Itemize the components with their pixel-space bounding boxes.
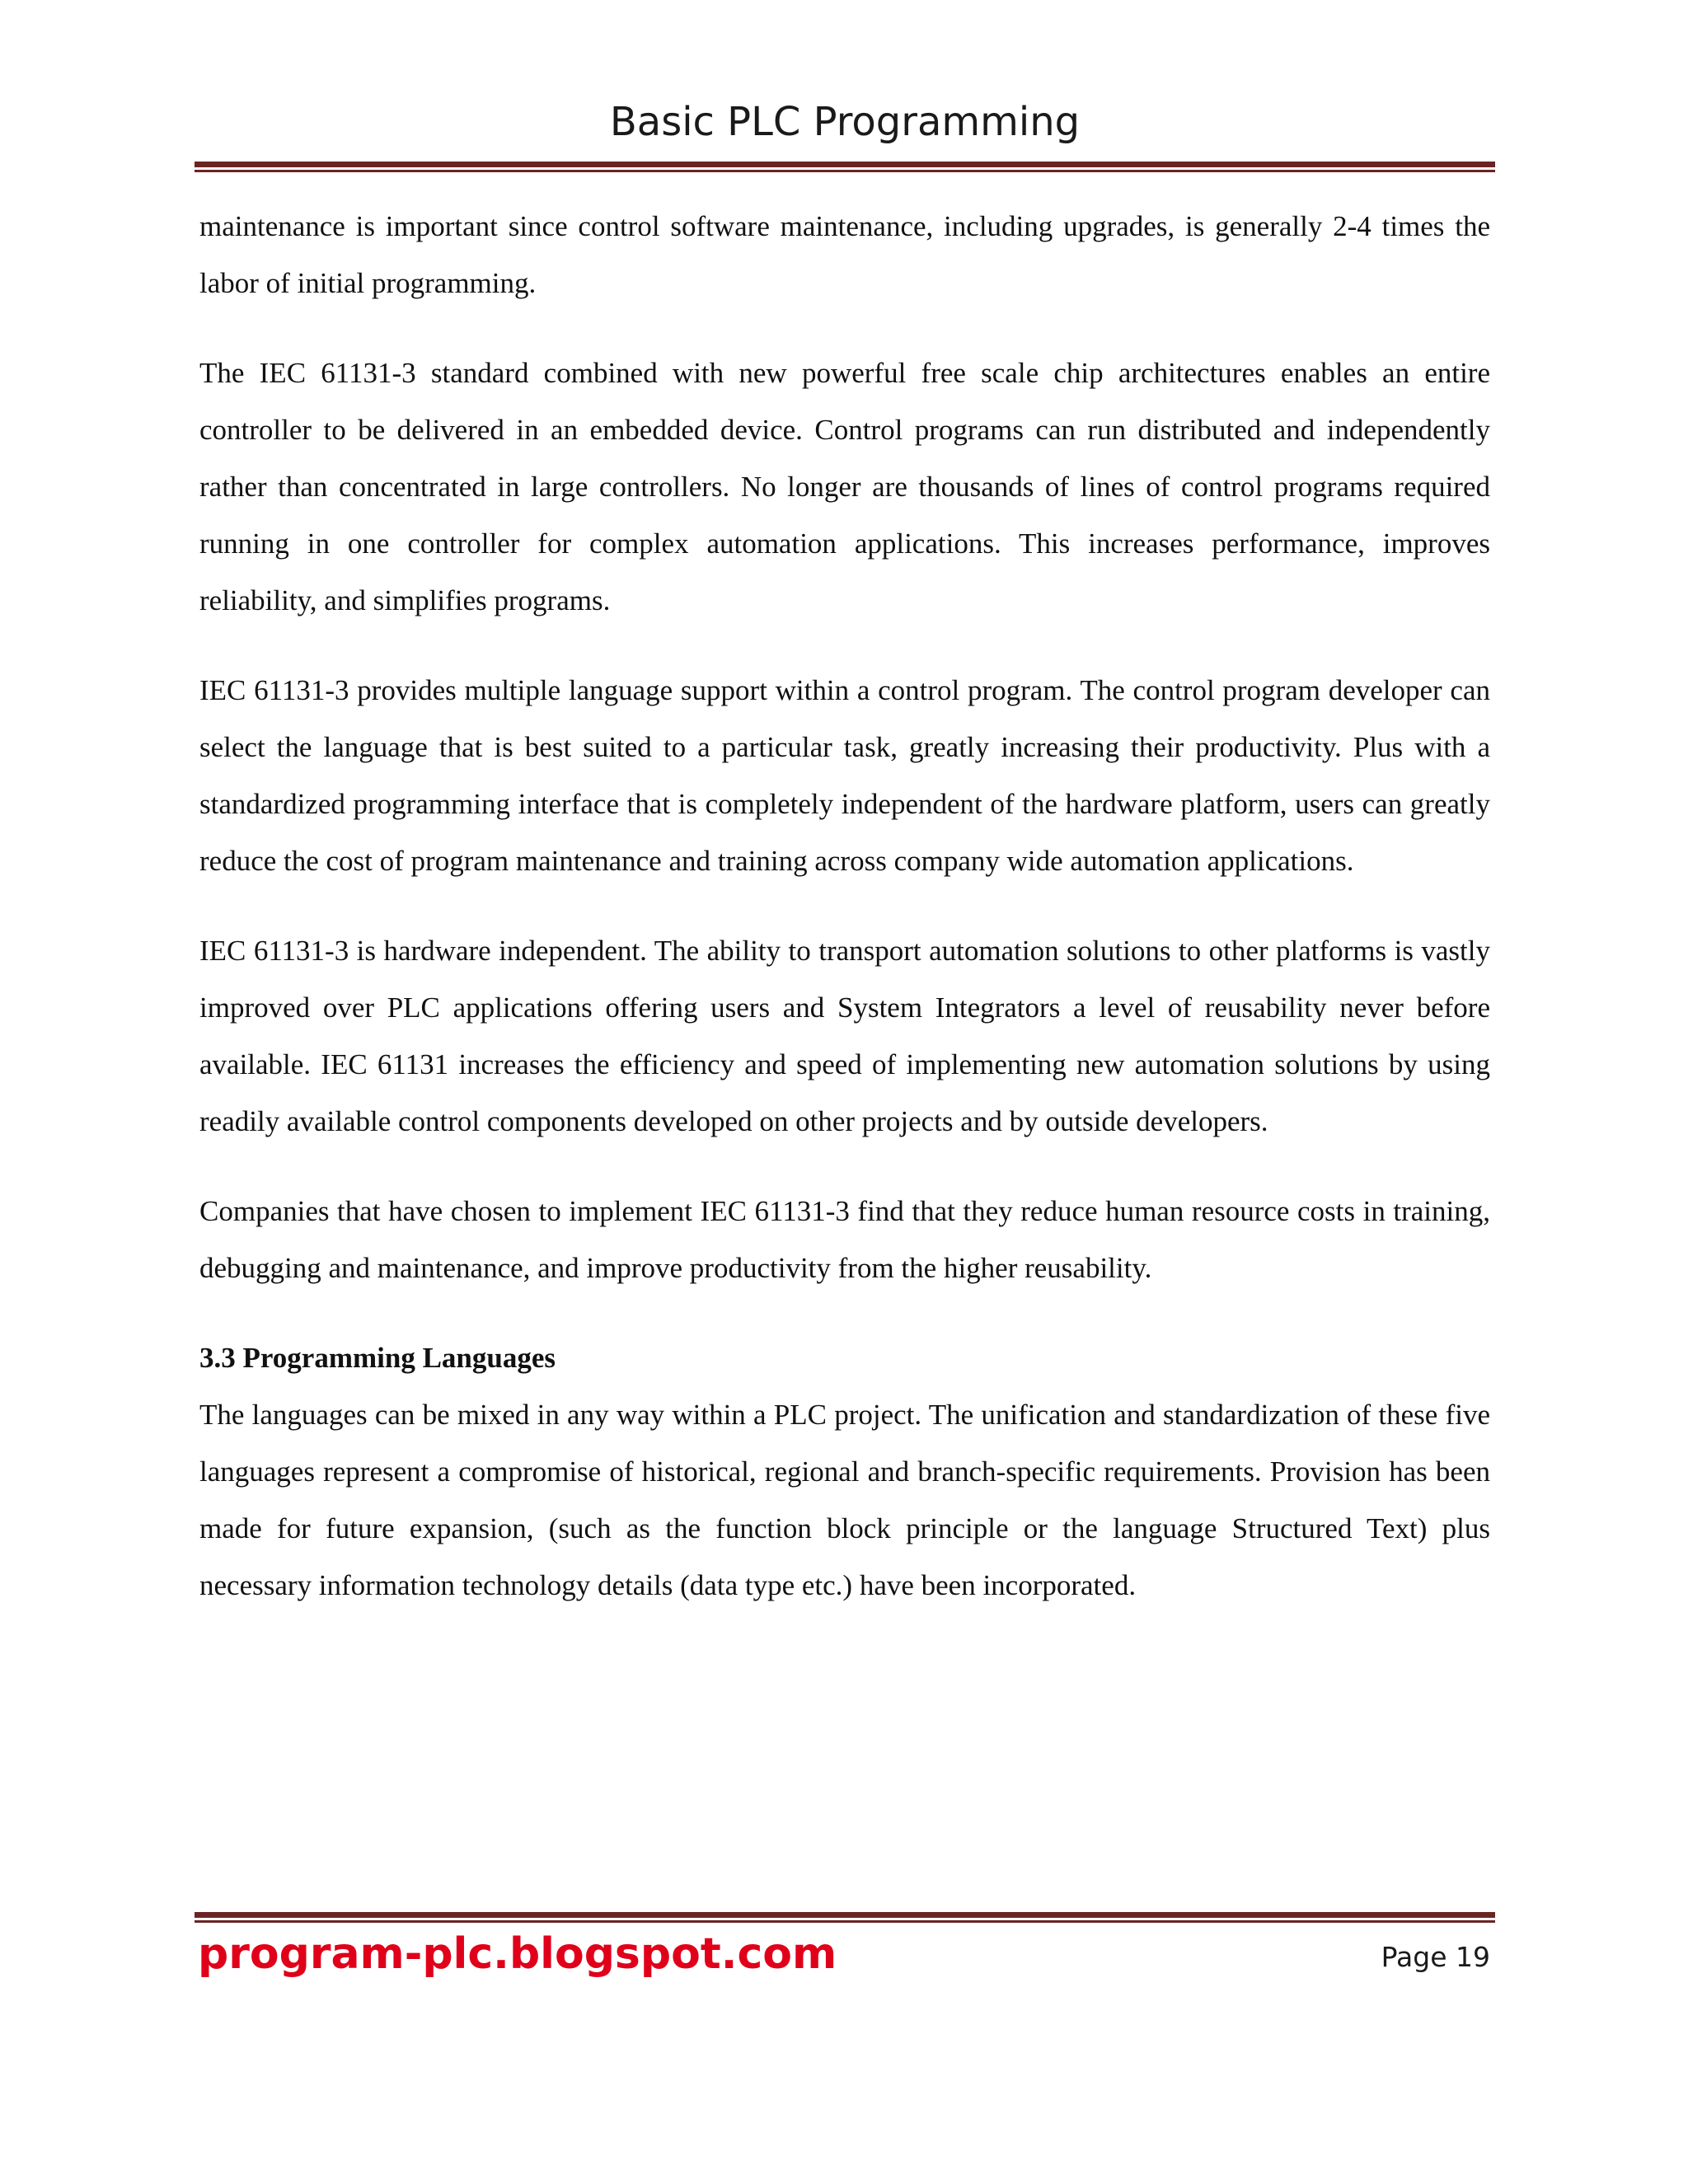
paragraph-maintenance: maintenance is important since control software maintenance, including upgrades, is generally 2-4 times the labor of initial programming. [199, 210, 1490, 299]
footer-divider-thin [195, 1920, 1495, 1923]
section-heading: 3.3 Programming Languages [199, 1342, 556, 1374]
paragraph-companies: Companies that have chosen to implement IEC 61131-3 find that they reduce human resource costs in training, debugging and maintenance, and improve productivity from the higher reusability. [199, 1195, 1490, 1284]
footer-site-link[interactable]: program-plc.blogspot.com [198, 1929, 837, 1979]
paragraph-iec-standard: The IEC 61131-3 standard combined with new powerful free scale chip architectures enables an entire controller to be delivered in an embedded device. Control programs can run distributed and independently rather than concentrated in large controllers. No longer are thousands of lines of control programs required running in one controller for complex automation applications. This increases performance, improves reliability, and simplifies programs. [199, 357, 1490, 616]
header-divider-thick [195, 162, 1495, 167]
header-divider-thin [195, 170, 1495, 172]
paragraph-language-support: IEC 61131-3 provides multiple language support within a control program. The control program developer can select the language that is best suited to a particular task, greatly increasing their productivity. Plus with a standardized programming interface that is completely independent of the hardware platform, users can greatly reduce the cost of program maintenance and training across company wide automation applications. [199, 674, 1490, 877]
paragraph-programming-languages: The languages can be mixed in any way within a PLC project. The unification and standardization of these five languages represent a compromise of historical, regional and branch-specific requirements. Provision has been made for future expansion, (such as the function block principle or the language Structured Text) plus necessary information technology details (data type etc.) have been incorporated. [199, 1399, 1490, 1601]
footer-divider [195, 1912, 1495, 1923]
page-number: Page 19 [1381, 1941, 1490, 1973]
footer-divider-thick [195, 1912, 1495, 1918]
paragraph-hardware-independent: IEC 61131-3 is hardware independent. The ability to transport automation solutions to other platforms is vastly improved over PLC applications offering users and System Integrators a level of reusability never before available. IEC 61131 increases the efficiency and speed of implementing new automation solutions by using readily available control components developed on other projects and by outside developers. [199, 935, 1490, 1137]
body-text [199, 198, 1490, 1647]
header-divider [195, 162, 1495, 172]
page-header-title: Basic PLC Programming [609, 99, 1081, 145]
